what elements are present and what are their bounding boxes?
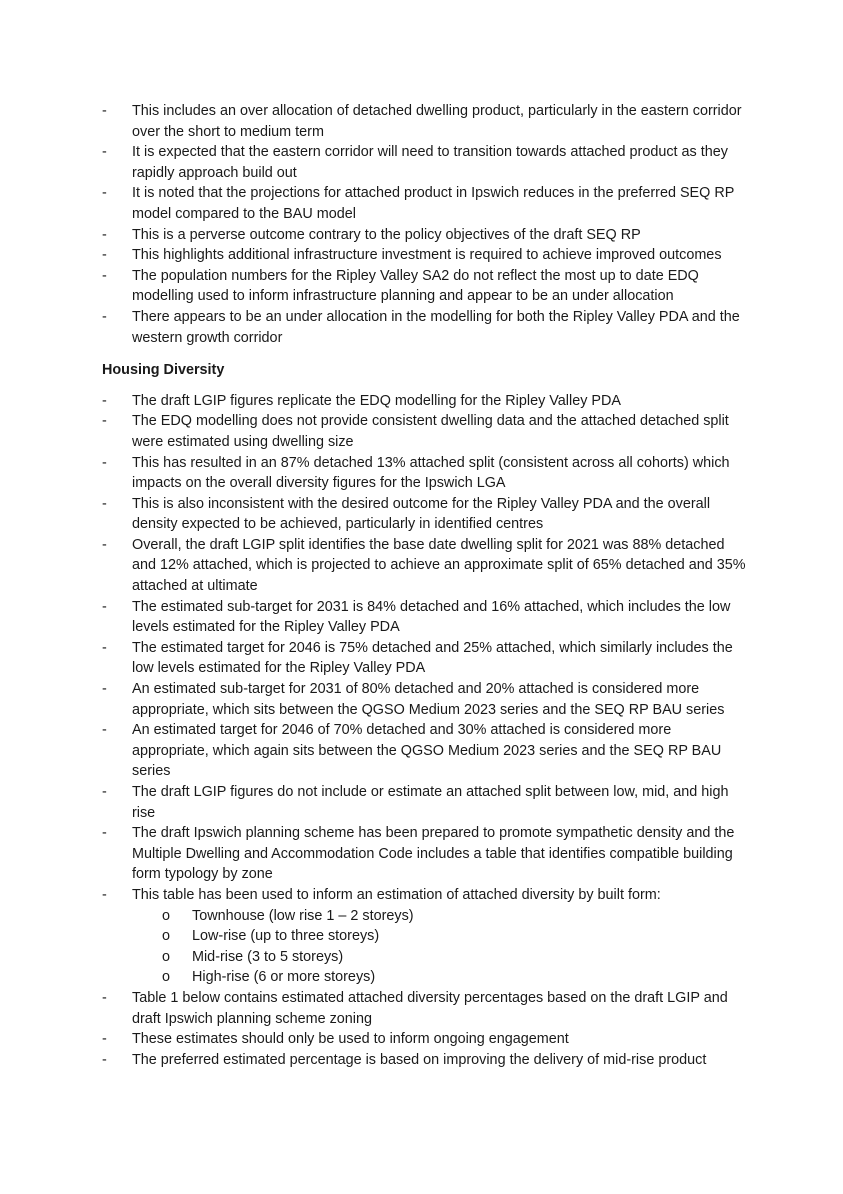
list-item-text: Overall, the draft LGIP split identifies the base date dwelling split for 2021 was 88% detached and 12% attached, which is projected to achieve an approximate split of 65% detached and 35% attached at ultimate	[132, 536, 746, 595]
dash-marker: -	[102, 1051, 107, 1068]
circle-bullet-icon: o	[162, 969, 171, 986]
dash-marker: -	[102, 144, 107, 161]
list-item-text: The estimated target for 2046 is 75% detached and 25% attached, which similarly includes the low levels estimated for the Ripley Valley PDA	[132, 639, 733, 677]
list-item	[102, 225, 746, 246]
dash-marker: -	[102, 103, 107, 119]
dash-marker: -	[102, 413, 107, 430]
list-item-text: The population numbers for the Ripley Valley SA2 do not reflect the most up to date EDQ modelling used to inform infrastructure planning and appear to be an under allocation	[132, 267, 699, 305]
dash-marker: -	[102, 989, 107, 1006]
dash-marker: -	[102, 598, 107, 615]
dash-marker: -	[102, 1031, 107, 1048]
list-item-text: This highlights additional infrastructure investment is required to achieve improved outcomes	[132, 247, 722, 264]
sub-bullet-list	[132, 906, 746, 988]
list-item-text: Table 1 below contains estimated attached diversity percentages based on the draft LGIP and draft Ipswich planning scheme zoning	[132, 989, 728, 1027]
circle-bullet-icon: o	[162, 928, 171, 945]
bullet-list-section1	[102, 101, 746, 348]
dash-marker: -	[102, 639, 107, 656]
list-item	[102, 597, 746, 638]
dash-marker: -	[102, 495, 107, 512]
circle-bullet-icon: o	[162, 907, 171, 924]
list-item	[102, 1029, 746, 1050]
list-item-text: The EDQ modelling does not provide consistent dwelling data and the attached detached split were estimated using dwelling size	[132, 413, 729, 450]
list-item	[102, 391, 746, 412]
list-item-text: This is also inconsistent with the desired outcome for the Ripley Valley PDA and the overall density expected to be achieved, particularly in identified centres	[132, 495, 711, 533]
sub-list-item-text: Mid-rise (3 to 5 storeys)	[192, 948, 344, 965]
list-item-text: The draft Ipswich planning scheme has been prepared to promote sympathetic density and the Multiple Dwelling and Accommodation Code includes a table that identifies compatible building form typology by zone	[132, 825, 735, 883]
sub-list-item	[132, 906, 746, 927]
list-item-text: This table has been used to inform an estimation of attached diversity by built form:	[132, 886, 661, 903]
section-heading: Housing Diversity	[102, 362, 225, 379]
list-item	[102, 411, 746, 452]
list-item	[102, 266, 746, 307]
dash-marker: -	[102, 392, 107, 409]
dash-marker: -	[102, 722, 107, 739]
list-item	[102, 823, 746, 885]
sub-list-item	[132, 947, 746, 968]
sub-list-item-text: Townhouse (low rise 1 – 2 storeys)	[192, 907, 414, 924]
dash-marker: -	[102, 784, 107, 800]
list-item	[102, 183, 746, 224]
dash-marker: -	[102, 825, 107, 842]
list-item	[102, 245, 746, 266]
dash-marker: -	[102, 454, 107, 471]
list-item-text: An estimated target for 2046 of 70% detached and 30% attached is considered more appropriate, which again sits between the QGSO Medium 2023 series and the SEQ RP BAU series	[132, 722, 722, 780]
list-item-text: These estimates should only be used to inform ongoing engagement	[132, 1031, 569, 1048]
list-item-text: It is noted that the projections for attached product in Ipswich reduces in the preferred SEQ RP model compared to the BAU model	[132, 185, 735, 222]
list-item-text: The draft LGIP figures do not include or estimate an attached split between low, mid, and high rise	[132, 784, 729, 821]
bullet-list-housing-diversity	[102, 391, 746, 1071]
circle-bullet-icon: o	[162, 948, 171, 965]
sub-list-item	[132, 967, 746, 988]
list-item	[102, 1050, 746, 1071]
dash-marker: -	[102, 308, 107, 325]
list-item	[102, 720, 746, 782]
list-item	[102, 494, 746, 535]
document-body	[102, 101, 746, 1070]
sub-list-item-text: Low-rise (up to three storeys)	[192, 928, 380, 945]
dash-marker: -	[102, 226, 107, 243]
list-item	[102, 782, 746, 823]
list-item	[102, 988, 746, 1029]
list-item	[102, 453, 746, 494]
dash-marker: -	[102, 185, 107, 202]
list-item	[102, 638, 746, 679]
list-item-text: It is expected that the eastern corridor will need to transition towards attached product as they rapidly approach build out	[132, 144, 728, 181]
sub-list-item	[132, 926, 746, 947]
list-item-text: There appears to be an under allocation in the modelling for both the Ripley Valley PDA and the western growth corridor	[132, 308, 740, 346]
dash-marker: -	[102, 267, 107, 284]
dash-marker: -	[102, 886, 107, 903]
list-item-text: The estimated sub-target for 2031 is 84% detached and 16% attached, which includes the low levels estimated for the Ripley Valley PDA	[132, 598, 731, 636]
list-item-text: This has resulted in an 87% detached 13% attached split (consistent across all cohorts) which impacts on the overall diversity figures for the Ipswich LGA	[132, 454, 730, 492]
sub-list-item-text: High-rise (6 or more storeys)	[192, 969, 376, 986]
dash-marker: -	[102, 681, 107, 698]
list-item-text: This is a perverse outcome contrary to the policy objectives of the draft SEQ RP	[132, 226, 641, 243]
list-item	[102, 142, 746, 183]
list-item	[102, 101, 746, 142]
list-item	[102, 679, 746, 720]
list-item-text: An estimated sub-target for 2031 of 80% detached and 20% attached is considered more appropriate, which sits between the QGSO Medium 2023 series and the SEQ RP BAU series	[132, 681, 725, 718]
list-item	[102, 885, 746, 988]
list-item-text: The draft LGIP figures replicate the EDQ modelling for the Ripley Valley PDA	[132, 392, 621, 409]
list-item	[102, 535, 746, 597]
list-item-text: This includes an over allocation of detached dwelling product, particularly in the eastern corridor over the short to medium term	[132, 103, 742, 140]
dash-marker: -	[102, 247, 107, 264]
list-item-text: The preferred estimated percentage is based on improving the delivery of mid-rise product	[132, 1051, 707, 1068]
list-item	[102, 307, 746, 348]
dash-marker: -	[102, 536, 107, 553]
